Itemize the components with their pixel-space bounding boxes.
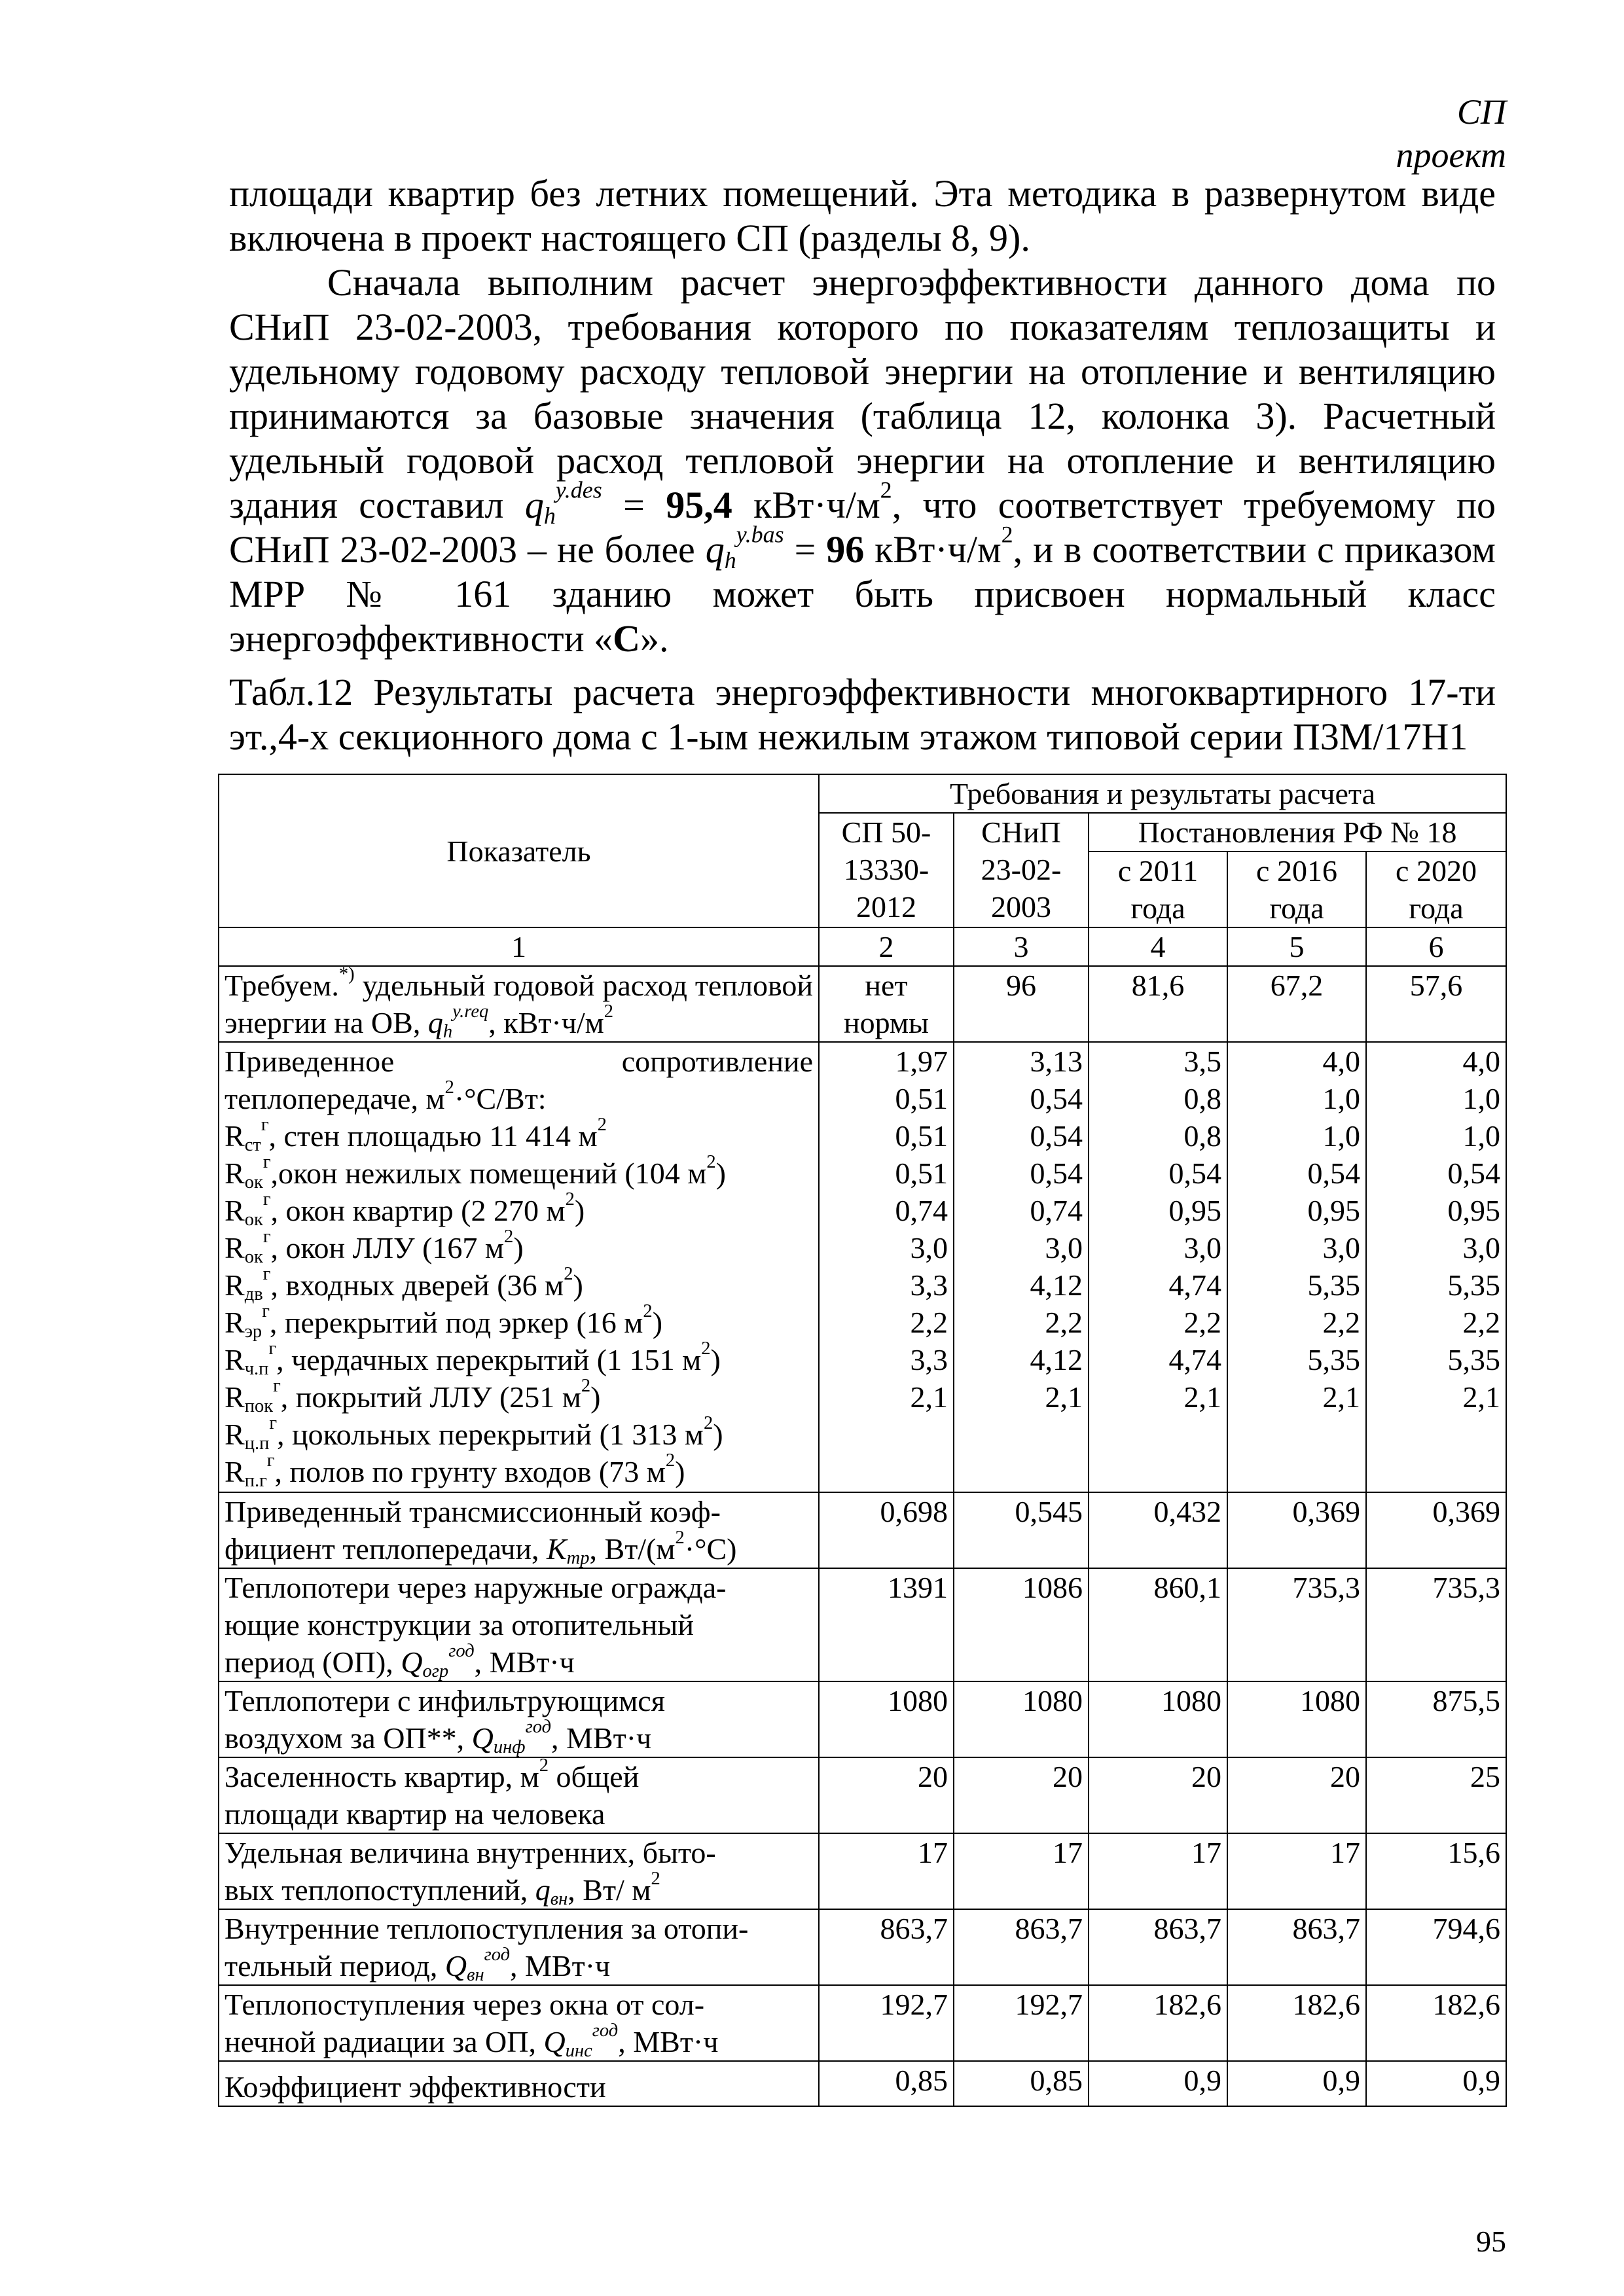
resistance-value: 4,0 [1462, 1045, 1501, 1078]
header-2020: с 2020 года [1366, 852, 1506, 927]
col-number: 4 [1089, 927, 1227, 966]
table-row-qinf [219, 1681, 1506, 1757]
resistance-value: 3,5 [1183, 1045, 1221, 1078]
cell-value: 0,9 [1366, 2061, 1506, 2106]
cell-value: 0,432 [1089, 1492, 1227, 1568]
cell-value: 15,6 [1366, 1833, 1506, 1909]
cell-value: 20 [1227, 1757, 1366, 1833]
resistance-row-label: $R_{ц.п}^г$, цокольных перекрытий (1 313 $м^2$) [225, 1412, 723, 1454]
resistance-value: 0,95 [1447, 1194, 1501, 1227]
cell-value: 81,6 [1089, 966, 1227, 1042]
row-label: Удельная величина внутренних, быто- вых теплопоступлений, $q_{вн}$, Вт/ $м^2$ [219, 1833, 819, 1909]
cell-value: 182,6 [1089, 1985, 1227, 2061]
resistance-row-label: $R_{ок}^г$, окон квартир (2 270 $м^2$) [225, 1189, 585, 1230]
resistance-value: 4,12 [1030, 1343, 1083, 1376]
row-label: Приведенный трансмиссионный коэф- фициент теплопередачи, $K_{тр}$, $Вт/(м^2\cdot^\circ С)$ [219, 1492, 819, 1568]
resistance-value: 1,0 [1322, 1119, 1360, 1153]
resistance-value: 0,54 [1030, 1119, 1083, 1153]
resistance-col-2020 [1366, 1042, 1506, 1492]
header-indicator: Показатель [219, 774, 819, 927]
header-2016: с 2016 года [1227, 852, 1366, 927]
cell-value: 1080 [1089, 1681, 1227, 1757]
resistance-value: 2,2 [1462, 1306, 1501, 1339]
resistance-value: 3,0 [910, 1231, 948, 1265]
resistance-value: 3,0 [1462, 1231, 1501, 1265]
resistance-value: 0,54 [1307, 1157, 1360, 1190]
resistance-col-2016 [1227, 1042, 1366, 1492]
resistance-value: 2,2 [1183, 1306, 1221, 1339]
cell-value: 0,9 [1227, 2061, 1366, 2106]
paragraph-intro: площади квартир без летних помещений. Эта методика в развернутом виде включена в проект настоящего СП (разделы 8, 9). [229, 172, 1496, 259]
cell-value: 1080 [819, 1681, 954, 1757]
resistance-value: 3,3 [910, 1343, 948, 1376]
cell-value: 20 [954, 1757, 1089, 1833]
cell-value: 863,7 [954, 1909, 1089, 1985]
row-label: Требуем.*) удельный годовой расход тепловой энергии на ОВ, $q_h^{y.req}$, $кВт\cdot ч/м^2$ [219, 966, 819, 1042]
resistance-value: 5,35 [1447, 1268, 1501, 1302]
resistance-value: 0,74 [1030, 1194, 1083, 1227]
cell-value: 17 [819, 1833, 954, 1909]
cell-value: 1080 [954, 1681, 1089, 1757]
resistance-value: 0,54 [1030, 1082, 1083, 1115]
resistance-value: 2,1 [1045, 1380, 1083, 1414]
table-row-qvn [219, 1833, 1506, 1909]
resistance-value: 2,2 [1322, 1306, 1360, 1339]
cell-value: 17 [954, 1833, 1089, 1909]
cell-value: 182,6 [1227, 1985, 1366, 2061]
table-row-Qins [219, 1985, 1506, 2061]
table-row-resistance [219, 1042, 1506, 1492]
resistance-row-label: $R_{эр}^г$, перекрытий под эркер (16 $м^2$) [225, 1300, 663, 1342]
resistance-value: 2,1 [1322, 1380, 1360, 1414]
cell-value: 863,7 [1089, 1909, 1227, 1985]
resistance-value: 2,2 [910, 1306, 948, 1339]
row-label: Теплопотери через наружные огражда- ющие конструкции за отопительный период (ОП), $Q_{огр}^{год}$, МВт·ч [219, 1568, 819, 1681]
cell-value: нет нормы [819, 966, 954, 1042]
resistance-value: 2,2 [1045, 1306, 1083, 1339]
resistance-value: 5,35 [1307, 1268, 1360, 1302]
resistance-value: 0,95 [1307, 1194, 1360, 1227]
resistance-value: 3,0 [1183, 1231, 1221, 1265]
row-label: Коэффициент эффективности [219, 2061, 819, 2106]
header-doc-type: СП [1456, 92, 1506, 132]
resistance-value: 2,1 [1462, 1380, 1501, 1414]
resistance-value: 4,12 [1030, 1268, 1083, 1302]
cell-value: 0,369 [1227, 1492, 1366, 1568]
cell-value: 182,6 [1366, 1985, 1506, 2061]
resistance-value: 1,0 [1462, 1119, 1501, 1153]
cell-value: 735,3 [1366, 1568, 1506, 1681]
resistance-value: 4,74 [1168, 1343, 1221, 1376]
resistance-value: 0,54 [1030, 1157, 1083, 1190]
resistance-value: 3,0 [1322, 1231, 1360, 1265]
resistance-value: 5,35 [1447, 1343, 1501, 1376]
resistance-value: 2,1 [1183, 1380, 1221, 1414]
cell-value: 875,5 [1366, 1681, 1506, 1757]
page-number: 95 [1476, 2225, 1506, 2258]
resistance-value: 1,0 [1462, 1082, 1501, 1115]
resistance-value: 3,3 [910, 1268, 948, 1302]
row-label: Заселенность квартир, $м^2$ общей площади квартир на человека [219, 1757, 819, 1833]
table-row-density [219, 1757, 1506, 1833]
table-caption: Табл.12 Результаты расчета энергоэффективности многоквартирного 17-ти эт.,4-х секционного дома с 1-ым нежилым этажом типовой серии П3М/17Н1 [229, 671, 1496, 758]
header-requirements: Требования и результаты расчета [819, 774, 1506, 813]
cell-value: 96 [954, 966, 1089, 1042]
header-snip: СНиП 23-02- 2003 [954, 813, 1089, 927]
resistance-value: 3,0 [1045, 1231, 1083, 1265]
resistance-value: 0,51 [895, 1119, 948, 1153]
cell-value: 1080 [1227, 1681, 1366, 1757]
table-row-qogr [219, 1568, 1506, 1681]
cell-value: 794,6 [1366, 1909, 1506, 1985]
row-label: Теплопотери с инфильтрующимся воздухом за ОП**, $Q_{инф}^{год}$, МВт·ч [219, 1681, 819, 1757]
cell-value: 20 [1089, 1757, 1227, 1833]
cell-value: 17 [1227, 1833, 1366, 1909]
resistance-value: 0,54 [1447, 1157, 1501, 1190]
resistance-row-label: $R_{ок}^г,окон$ нежилых помещений (104 $м^2$) [225, 1151, 726, 1193]
cell-value: 192,7 [819, 1985, 954, 2061]
cell-value: 1086 [954, 1568, 1089, 1681]
cell-value: 57,6 [1366, 966, 1506, 1042]
resistance-row-label: $R_{ст}^г$, стен площадью 11 414 $м^2$ [225, 1114, 607, 1156]
resistance-value: 0,8 [1183, 1119, 1221, 1153]
resistance-row-label: $R_{ч.п}^г$, чердачных перекрытий (1 151 $м^2$) [225, 1338, 721, 1380]
resistance-row-label: $R_{дв}^г$, входных дверей (36 $м^2$) [225, 1263, 583, 1305]
resistance-col-sp [819, 1042, 954, 1492]
col-number: 6 [1366, 927, 1506, 966]
cell-value: 863,7 [819, 1909, 954, 1985]
row-label: Внутренние теплопоступления за отопи- тельный период, $Q_{вн}^{год}$, МВт·ч [219, 1909, 819, 1985]
resistance-row-label: $R_{п.г}^г$, полов по грунту входов (73 $м^2$) [225, 1450, 685, 1492]
cell-value: 17 [1089, 1833, 1227, 1909]
resistance-value: 0,8 [1183, 1082, 1221, 1115]
cell-value: 735,3 [1227, 1568, 1366, 1681]
col-number: 1 [219, 927, 819, 966]
col-number: 5 [1227, 927, 1366, 966]
cell-value: 0,85 [819, 2061, 954, 2106]
header-2011: с 2011 года [1089, 852, 1227, 927]
resistance-value: 0,51 [895, 1157, 948, 1190]
cell-value: 192,7 [954, 1985, 1089, 2061]
col-number: 3 [954, 927, 1089, 966]
cell-value: 20 [819, 1757, 954, 1833]
table-row-efficiency [219, 2061, 1506, 2106]
cell-value: 863,7 [1227, 1909, 1366, 1985]
resistance-col-snip [954, 1042, 1089, 1492]
row-label: Теплопоступления через окна от сол- нечной радиации за ОП, $Q_{инс}^{год}$, МВт·ч [219, 1985, 819, 2061]
cell-value: 0,369 [1366, 1492, 1506, 1568]
table-row-Qvn [219, 1909, 1506, 1985]
resistance-value: 4,0 [1322, 1045, 1360, 1078]
cell-value: 25 [1366, 1757, 1506, 1833]
resistance-value: 0,95 [1168, 1194, 1221, 1227]
header-sp: СП 50- 13330- 2012 [819, 813, 954, 927]
resistance-row-label: $R_{ок}^г$, окон ЛЛУ (167 $м^2$) [225, 1226, 524, 1268]
resistance-value: 3,13 [1030, 1045, 1083, 1078]
header-doc-status: проект [1396, 135, 1506, 175]
cell-value: 0,545 [954, 1492, 1089, 1568]
resistance-labels: Приведенное сопротивление теплопередаче, $м^2\cdot^\circ С/Вт$: $R_{ст}^г$, стен площадью 11 414 $м^2$ $R_{ок}^г,окон$ нежилых помещений (104 $м^2$) $R_{ок}^г$, окон квартир (2 270 $м^2$) $R_{ок}^г$, окон ЛЛУ (167 $м^2$) $R_{дв}^г$, входных дверей (36 $м^2$) $R_{эр}^г$, перекрытий под эркер (16 $м^2$) $R_{ч.п}^г$, чердачных перекрытий (1 151 $м^2$) $R_{пок}^г$, покрытий ЛЛУ (251 $м^2$) $R_{ц.п}^г$, цокольных перекрытий (1 313 $м^2$) $R_{п.г}^г$, полов по грунту входов (73 $м^2$) [219, 1042, 819, 1492]
col-number: 2 [819, 927, 954, 966]
cell-value: 0,85 [954, 2061, 1089, 2106]
resistance-col-2011 [1089, 1042, 1227, 1492]
resistance-row-label: $R_{пок}^г$, покрытий ЛЛУ (251 $м^2$) [225, 1375, 601, 1417]
resistance-value: 0,51 [895, 1082, 948, 1115]
table-row-ktr [219, 1492, 1506, 1568]
cell-value: 860,1 [1089, 1568, 1227, 1681]
resistance-value: 5,35 [1307, 1343, 1360, 1376]
cell-value: 1391 [819, 1568, 954, 1681]
cell-value: 0,9 [1089, 2061, 1227, 2106]
resistance-value: 0,54 [1168, 1157, 1221, 1190]
resistance-value: 1,97 [895, 1045, 948, 1078]
results-table [218, 774, 1507, 2107]
resistance-value: 2,1 [910, 1380, 948, 1414]
resistance-value: 4,74 [1168, 1268, 1221, 1302]
paragraph-calculation: Сначала выполним расчет энергоэффективности данного дома по СНиП 23-02-2003, требования которого по показателям теплозащиты и удельному годовому расходу тепловой энергии на отопление и вентиляцию принимаются за базовые значения (таблица 12, колонка 3). Расчетный удельный годовой расход тепловой энергии на отопление и вентиляцию здания составил $q_h^{y.des} = 95,4$ $кВт\cdot ч/м^2$, что соответствует требуемому по СНиП 23-02-2003 – не более $q_h^{y.bas} = 96$ $кВт\cdot ч/м^2$, и в соответствии с приказом МРР № 161 зданию может быть присвоен нормальный класс энергоэффективности «С». [229, 261, 1496, 660]
resistance-value: 0,74 [895, 1194, 948, 1227]
cell-value: 0,698 [819, 1492, 954, 1568]
column-number-row [219, 927, 1506, 966]
header-resolutions: Постановления РФ № 18 [1089, 813, 1506, 852]
resistance-value: 1,0 [1322, 1082, 1360, 1115]
table-row-required [219, 966, 1506, 1042]
cell-value: 67,2 [1227, 966, 1366, 1042]
